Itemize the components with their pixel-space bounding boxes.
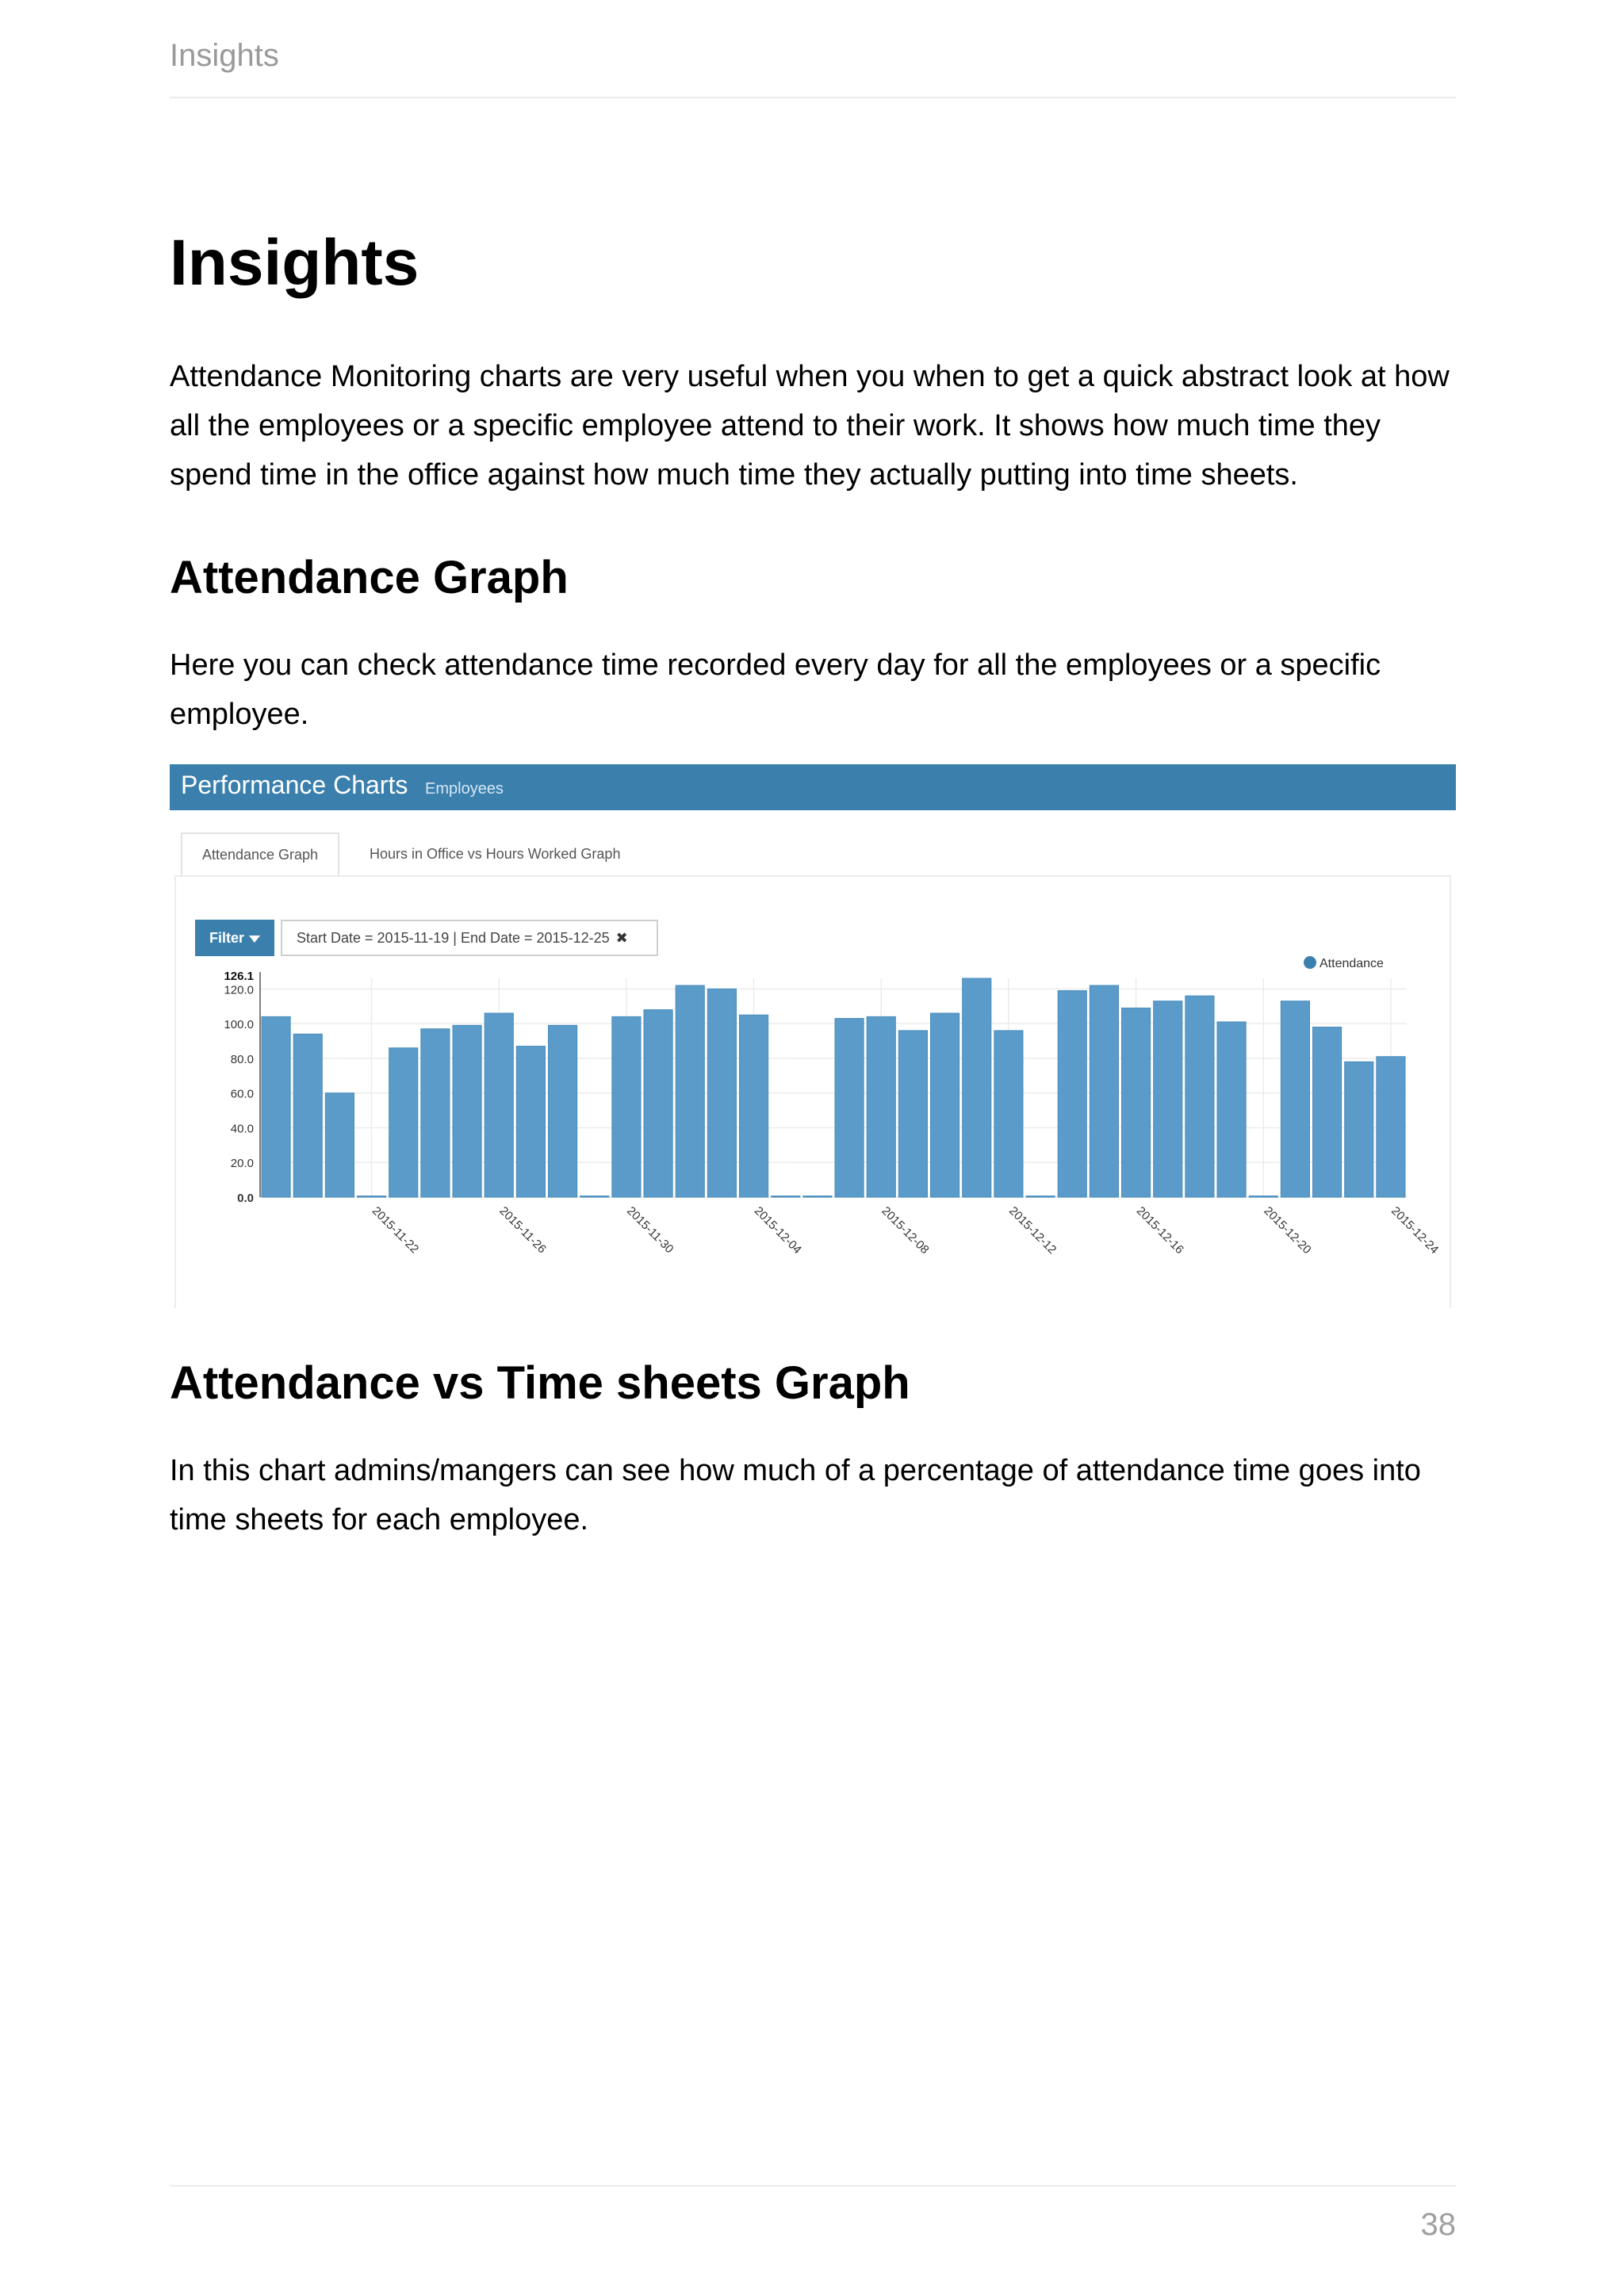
filter-funnel-icon [249,936,260,943]
chart-bar [835,1019,864,1197]
chart-bar [1377,1057,1405,1197]
section-heading-attendance-graph: Attendance Graph [170,552,569,603]
y-tick-label: 40.0 [230,1122,254,1136]
filter-chip-text: Start Date = 2015-11-19 | End Date = 2015-12-25 [297,929,610,946]
x-tick-label: 2015-11-26 [496,1203,549,1257]
tab-hours-in-office[interactable]: Hours in Office vs Hours Worked Graph [370,845,621,862]
chart-bar [1154,1001,1182,1197]
x-tick-label: 2015-12-16 [1133,1203,1187,1257]
chart-bar [1026,1196,1055,1198]
filter-button[interactable] [195,920,274,956]
chart-bar [1281,1001,1309,1197]
attendance-screenshot [170,764,1456,1308]
chart-bar [898,1031,927,1197]
chart-bar [293,1034,322,1197]
chart-bar [867,1016,895,1197]
y-tick-label: 20.0 [230,1157,254,1171]
screenshot-header-bar [170,764,1456,810]
x-tick-label: 2015-12-04 [751,1203,805,1257]
chart-bar [1249,1196,1277,1198]
chart-bar [358,1196,386,1198]
chart-bar [963,978,991,1197]
chart-bar [740,1015,768,1197]
header-divider [170,97,1456,98]
screenshot-title: Performance Charts [181,771,408,799]
chart-bar [1313,1027,1342,1197]
chart-bar [1345,1062,1373,1197]
attendance-vs-timesheets-paragraph: In this chart admins/mangers can see how much of a percentage of attendance time goes into time sheets for each employee. [170,1454,1421,1536]
chart-bar [772,1196,800,1198]
chart-bar [676,985,704,1197]
attendance-graph-paragraph: Here you can check attendance time recorded every day for all the employees or a specific employee. [170,649,1381,731]
intro-paragraph: Attendance Monitoring charts are very useful when you when to get a quick abstract look at how all the employees or a specific employee attend to their work. It shows how much time they spend time in the office against how much time they actually putting into time sheets. [170,360,1450,492]
chart-bar [612,1016,641,1197]
footer-divider [170,2185,1456,2187]
y-max-label: 126.1 [224,970,254,983]
chart-bar [1185,996,1214,1197]
x-tick-label: 2015-12-08 [879,1203,932,1257]
x-tick-label: 2015-12-12 [1006,1203,1059,1257]
chart-bar [453,1025,481,1197]
close-icon[interactable]: ✖ [615,929,628,946]
chart-bar [549,1025,577,1197]
chart-bar [803,1196,832,1198]
filter-chip [281,920,658,956]
chart-bar [1217,1022,1246,1197]
chart-bar [516,1047,545,1197]
x-tick-label: 2015-11-22 [369,1203,422,1257]
chart-bar [1090,985,1118,1197]
chart-bar [1058,991,1086,1197]
chart-bar [389,1048,418,1197]
chart-bar [580,1196,609,1198]
y-tick-label: 0.0 [237,1192,254,1205]
y-tick-label: 100.0 [224,1018,254,1032]
tab-attendance-graph[interactable]: Attendance Graph [181,832,339,875]
chart-bar [421,1029,450,1197]
chart-bar [994,1031,1023,1197]
legend-marker [1304,956,1316,969]
chart-bar [325,1093,354,1197]
section-heading-attendance-vs-timesheets: Attendance vs Time sheets Graph [170,1357,910,1409]
chart-bar [1122,1008,1151,1197]
x-tick-label: 2015-11-30 [624,1203,676,1257]
x-tick-label: 2015-12-24 [1388,1203,1442,1257]
chart-bar [707,989,736,1197]
attendance-bar-chart [170,955,1456,1303]
y-tick-label: 120.0 [224,983,254,997]
page-number: 38 [1420,2207,1456,2242]
legend-label: Attendance [1320,957,1384,970]
page-title: Insights [170,227,419,299]
running-header: Insights [170,38,279,73]
chart-bar [644,1010,672,1197]
chart-bar [485,1013,513,1197]
chart-bar [931,1013,959,1197]
screenshot-subtitle: Employees [425,780,504,798]
chart-bar [262,1016,290,1197]
y-tick-label: 80.0 [230,1052,254,1066]
x-tick-label: 2015-12-20 [1261,1203,1314,1257]
attendance-chart [170,955,1456,1303]
y-tick-label: 60.0 [230,1087,254,1101]
filter-button-label: Filter [209,929,244,946]
